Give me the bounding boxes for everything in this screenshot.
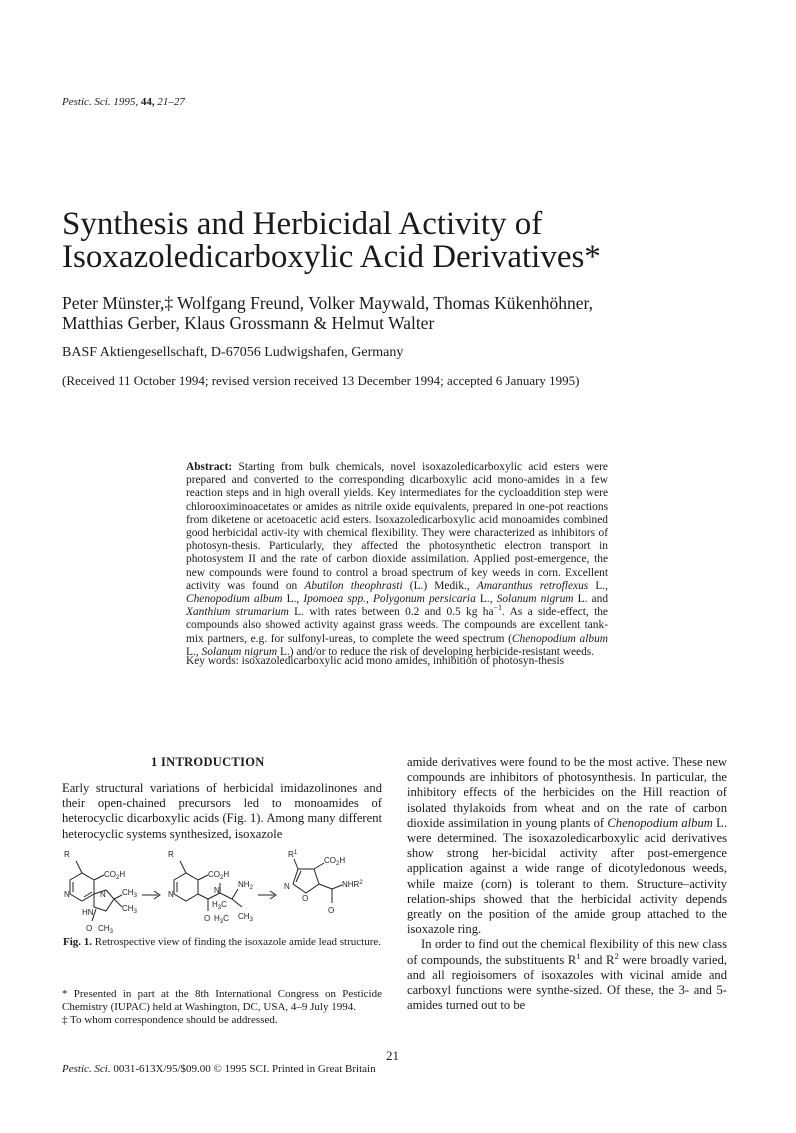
- affiliation: BASF Aktiengesellschaft, D-67056 Ludwigshafen, Germany: [62, 345, 404, 360]
- superscript: 2: [614, 950, 619, 961]
- figure-1-structures: [62, 845, 392, 943]
- footer-text: 0031-613X/95/$09.00 © 1995 SCI. Printed in Great Britain: [110, 1063, 376, 1075]
- exponent: −1: [493, 603, 503, 613]
- fig-label-n: N: [284, 882, 290, 891]
- abstract-text: L.) and/or to reduce the risk of developing herbicide-resistant weeds.: [277, 645, 595, 658]
- species-name: Chenopodium album: [511, 632, 608, 645]
- page-number: 21: [386, 1048, 399, 1063]
- fig-label-co2h: $CO_2H$: [104, 870, 126, 881]
- fig-label-r1: $R^1$: [288, 850, 298, 859]
- paragraph-text: amide derivatives were found to be the most active. These new compounds are inhibitors of photosynthesis. In particular, the inhibitory effects of the herbicides on the Hill reaction of isolated thylakoids from wheat and on the rate of carbon dioxide assimilation in young plants of: [407, 755, 727, 830]
- species-name: Ipomoea spp., Polygonum persicaria: [303, 593, 476, 606]
- fig-label-co2h: $CO_2H$: [324, 856, 346, 867]
- pyridine-ring-2: [174, 873, 198, 901]
- paper-title: [62, 208, 742, 274]
- fig-label-h3c: $H_3C$: [212, 900, 227, 911]
- paragraph-text: In order to find out the chemical flexibility of this new class of compounds, the substituents R: [407, 937, 727, 967]
- journal-reference: [62, 96, 185, 108]
- paragraph-text: L. were determined. The isoxazoledicarboxylic acid derivatives show strong her-bicidal activity after post-emergence application against a wide range of dicotyledonous weeds, while maize (corn) is tolerant to them. Structure–activity relation-ships showed that the herbicidal activity depends greatly on the position of the amide group attached to the isoxazole ring.: [407, 815, 727, 937]
- authors-line-1: Peter Münster,‡ Wolfgang Freund, Volker Maywald, Thomas Kükenhöhner,: [62, 293, 594, 313]
- abstract-text: L. with rates between 0.2 and 0.5 kg ha: [288, 606, 494, 619]
- abstract-text: L. and: [573, 593, 609, 606]
- keywords: Key words: isoxazoledicarboxylic acid mono amides, inhibition of photosyn-thesis: [186, 655, 565, 667]
- intro-right-column: [407, 755, 727, 1013]
- fig-label-co2h: $CO_2H$: [208, 870, 230, 881]
- fig-label-o: O: [328, 906, 335, 915]
- species-name: Solanum nigrum: [496, 593, 574, 606]
- intro-paragraph: [407, 937, 727, 1013]
- fig-label-ch3: $CH_3$: [122, 888, 137, 899]
- footnote-correspondence: ‡ To whom correspondence should be addressed.: [62, 1014, 278, 1026]
- section-heading-introduction: 1 INTRODUCTION: [151, 755, 265, 769]
- journal-volume: 44,: [140, 96, 155, 108]
- abstract-text: L.,: [186, 645, 202, 658]
- intro-left-paragraph: Early structural variations of herbicidal imidazolinones and their open-chained precursors led to monoamides of heterocyclic dicarboxylic acids (Fig. 1). Among many different heterocyclic systems synthesized, isoxazole: [62, 781, 382, 841]
- species-name: Chenopodium album: [186, 593, 283, 606]
- fig-label-o: O: [86, 924, 93, 933]
- abstract-text: L.,: [588, 579, 608, 592]
- fig-label-r: R: [168, 850, 174, 859]
- fig-label-r: R: [64, 850, 70, 859]
- abstract: [186, 461, 608, 659]
- superscript: 1: [576, 950, 581, 961]
- abstract-text: . As a side-effect, the compounds also showed activity against grass weeds. The compounds are excellent tank-mix partners, e.g. for sulfonyl-ureas, to complete the weed spectrum (: [186, 606, 608, 645]
- footer-journal: Pestic. Sci.: [62, 1063, 111, 1075]
- fig-label-n: N: [168, 890, 174, 899]
- fig-label-ch3: $CH_3$: [122, 904, 137, 915]
- species-name: Solanum nigrum: [201, 645, 278, 658]
- title-line-2: Isoxazoledicarboxylic Acid Derivatives*: [62, 239, 601, 275]
- species-name: Xanthium strumarium: [186, 606, 289, 619]
- figure-caption-text: Retrospective view of finding the isoxazole amide lead structure.: [92, 936, 381, 948]
- fig-label-n: N: [214, 886, 220, 895]
- fig-label-n: N: [64, 890, 70, 899]
- received-dates: (Received 11 October 1994; revised version received 13 December 1994; accepted 6 January 1995): [62, 373, 580, 388]
- figure-label: Fig. 1.: [63, 936, 93, 948]
- fig-label-ch3: $CH_3$: [238, 912, 253, 923]
- paragraph-text: and R: [580, 952, 615, 967]
- abstract-text: (L.) Medik.,: [402, 579, 477, 592]
- author-list: [62, 293, 762, 333]
- paragraph-text: were broadly varied, and all regioisomers of isoxazoles with vicinal amide and carboxyl functions were synthe-sized. Of these, the 3- and 5-amides turned out to be: [407, 952, 728, 1013]
- journal-year: 1995,: [113, 96, 139, 108]
- pyridine-ring-1: [70, 873, 94, 901]
- species-name: Abutilon theophrasti: [304, 579, 403, 592]
- journal-pages: 21–27: [157, 96, 185, 108]
- species-name: Chenopodium album: [607, 815, 713, 830]
- fig-label-n: N: [100, 890, 106, 899]
- abstract-label: Abstract:: [186, 461, 233, 473]
- page-footer: [62, 1063, 376, 1075]
- journal-name: Pestic. Sci.: [62, 96, 111, 108]
- abstract-text: L.,: [475, 593, 497, 606]
- abstract-text: L.,: [282, 593, 304, 606]
- fig-label-nh2: $NH_2$: [238, 880, 253, 891]
- footnote-presented: * Presented in part at the 8th International Congress on Pesticide Chemistry (IUPAC) held at Washington, DC, USA, 4–9 July 1994.: [62, 988, 382, 1013]
- fig-label-nhr2: NHR$^2$: [342, 880, 363, 889]
- title-line-1: Synthesis and Herbicidal Activity of: [62, 206, 543, 242]
- fig-label-o: O: [302, 894, 309, 903]
- figure-1-caption: [62, 936, 382, 949]
- footnotes: [62, 988, 382, 1027]
- fig-label-h3c: $H_3C$: [214, 914, 229, 925]
- fig-label-hn: HN: [82, 908, 94, 917]
- intro-paragraph: [407, 755, 727, 937]
- fig-label-ch3: $CH_3$: [98, 924, 113, 935]
- fig-label-o: O: [204, 914, 211, 923]
- species-name: Amaranthus retroflexus: [476, 579, 589, 592]
- authors-line-2: Matthias Gerber, Klaus Grossmann & Helmut Walter: [62, 313, 435, 333]
- abstract-text: Starting from bulk chemicals, novel isoxazoledicarboxylic acid esters were prepared and converted to the corresponding dicarboxylic acid mono-amides in a few reaction steps and in high overall yields. Key intermediates for the cycloaddition step were chlorooximinoacetates or amides as nitrile oxide equivalents, prepared in one-pot reactions from diketene or acetoacetic acid esters. Isoxazoledicarboxylic acid monoamides combined good herbicidal activ-ity with chemical flexibility. They were characterized as inhibitors of photosyn-thesis. Particularly, they affected the photosynthetic electron transport in photosystem II and the rate of carbon dioxide assimilation. Applied post-emergence, the new compounds were found to control a broad spectrum of key weeds in corn. Excellent activity was found on: [186, 461, 608, 592]
